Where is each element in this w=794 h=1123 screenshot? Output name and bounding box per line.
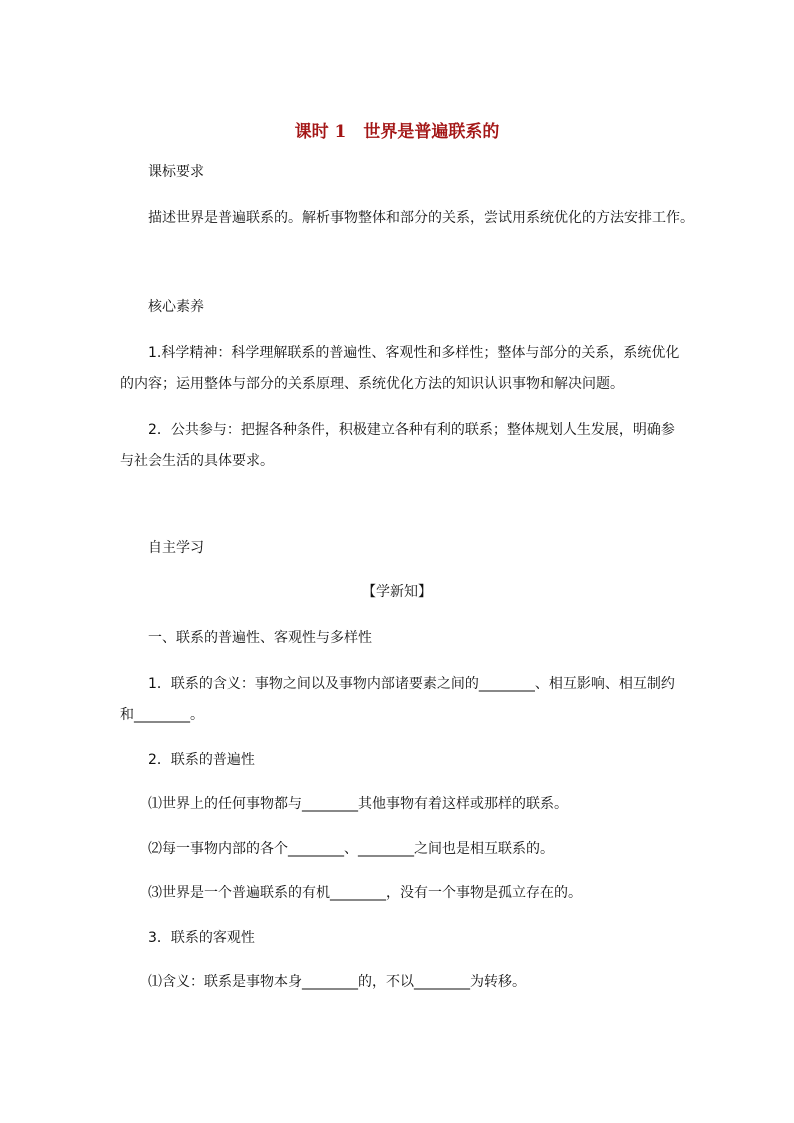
item-1-line-1: 1．联系的含义：事物之间以及事物内部诸要素之间的________、相互影响、相互制约 bbox=[148, 676, 675, 692]
core-paragraph-1-line-1: 1.科学精神：科学理解联系的普遍性、客观性和多样性；整体与部分的关系，系统优化 bbox=[148, 345, 680, 361]
topic-heading-1: 一、联系的普遍性、客观性与多样性 bbox=[148, 630, 372, 646]
core-heading: 核心素养 bbox=[148, 299, 204, 315]
item-3-1: ⑴含义：联系是事物本身________的，不以________为转移。 bbox=[148, 974, 526, 990]
core-paragraph-2-line-1: 2．公共参与：把握各种条件，积极建立各种有利的联系；整体规划人生发展，明确参 bbox=[148, 422, 675, 438]
core-paragraph-1-line-2: 的内容；运用整体与部分的关系原理、系统优化方法的知识认识事物和解决问题。 bbox=[120, 376, 624, 392]
item-2-2: ⑵每一事物内部的各个________、________之间也是相互联系的。 bbox=[148, 841, 554, 857]
item-2-1: ⑴世界上的任何事物都与________其他事物有着这样或那样的联系。 bbox=[148, 796, 568, 812]
learn-new-knowledge-heading: 【学新知】 bbox=[362, 584, 432, 600]
self-study-heading: 自主学习 bbox=[148, 540, 204, 556]
page-title: 课时 1 世界是普遍联系的 bbox=[294, 122, 500, 142]
core-paragraph-2-line-2: 与社会生活的具体要求。 bbox=[120, 453, 274, 469]
item-2-3: ⑶世界是一个普遍联系的有机________，没有一个事物是孤立存在的。 bbox=[148, 885, 582, 901]
item-3-heading: 3．联系的客观性 bbox=[148, 930, 255, 946]
item-2-heading: 2．联系的普遍性 bbox=[148, 752, 255, 768]
requirements-text: 描述世界是普遍联系的。解析事物整体和部分的关系，尝试用系统优化的方法安排工作。 bbox=[148, 210, 694, 226]
requirements-heading: 课标要求 bbox=[148, 164, 204, 180]
item-1-line-2: 和________。 bbox=[120, 707, 204, 723]
